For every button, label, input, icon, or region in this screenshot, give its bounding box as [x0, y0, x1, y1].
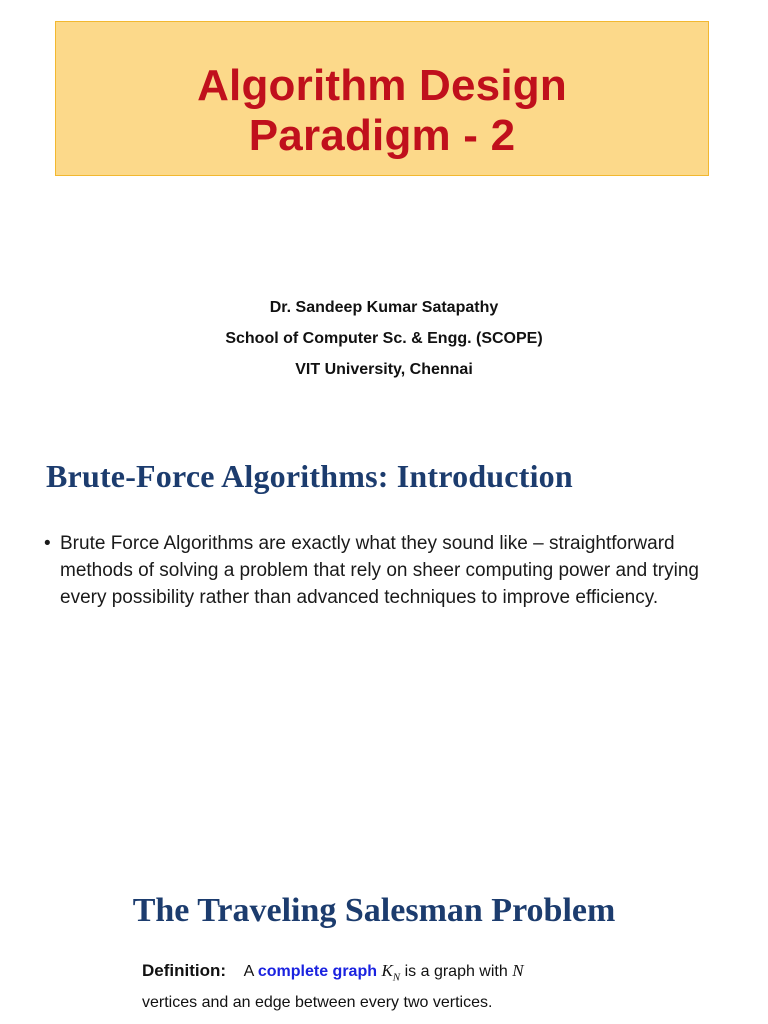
definition-paragraph — [142, 958, 602, 1015]
definition-post-text: vertices and an edge between every two vertices. — [142, 994, 493, 1012]
author-university: VIT University, Chennai — [295, 361, 473, 378]
bullet-list — [44, 530, 724, 611]
author-school: School of Computer Sc. & Engg. (SCOPE) — [225, 330, 543, 347]
author-name: Dr. Sandeep Kumar Satapathy — [269, 299, 499, 316]
section-heading-brute-force: Brute-Force Algorithms: Introduction — [46, 458, 573, 494]
math-subscript-n: N — [392, 971, 401, 984]
math-k: K — [381, 961, 393, 980]
definition-term: complete graph — [257, 963, 377, 980]
section-heading-tsp: The Traveling Salesman Problem — [132, 892, 616, 929]
math-n: N — [512, 961, 524, 980]
title-line-1: Algorithm Design — [197, 61, 567, 110]
definition-label: Definition: — [142, 961, 227, 980]
title-line-2: Paradigm - 2 — [248, 111, 516, 160]
math-k-n — [381, 961, 401, 984]
bullet-marker: • — [44, 533, 51, 554]
bullet-text: Brute Force Algorithms are exactly what they sound like – straightforward methods of solving a problem that rely on sheer computing power and trying every possibility rather than advanced techniques to improve efficiency. — [60, 533, 699, 608]
author-block — [0, 292, 768, 385]
definition-article: A — [243, 963, 254, 980]
title-banner — [55, 21, 709, 176]
definition-mid-text: is a graph with — [404, 963, 508, 980]
